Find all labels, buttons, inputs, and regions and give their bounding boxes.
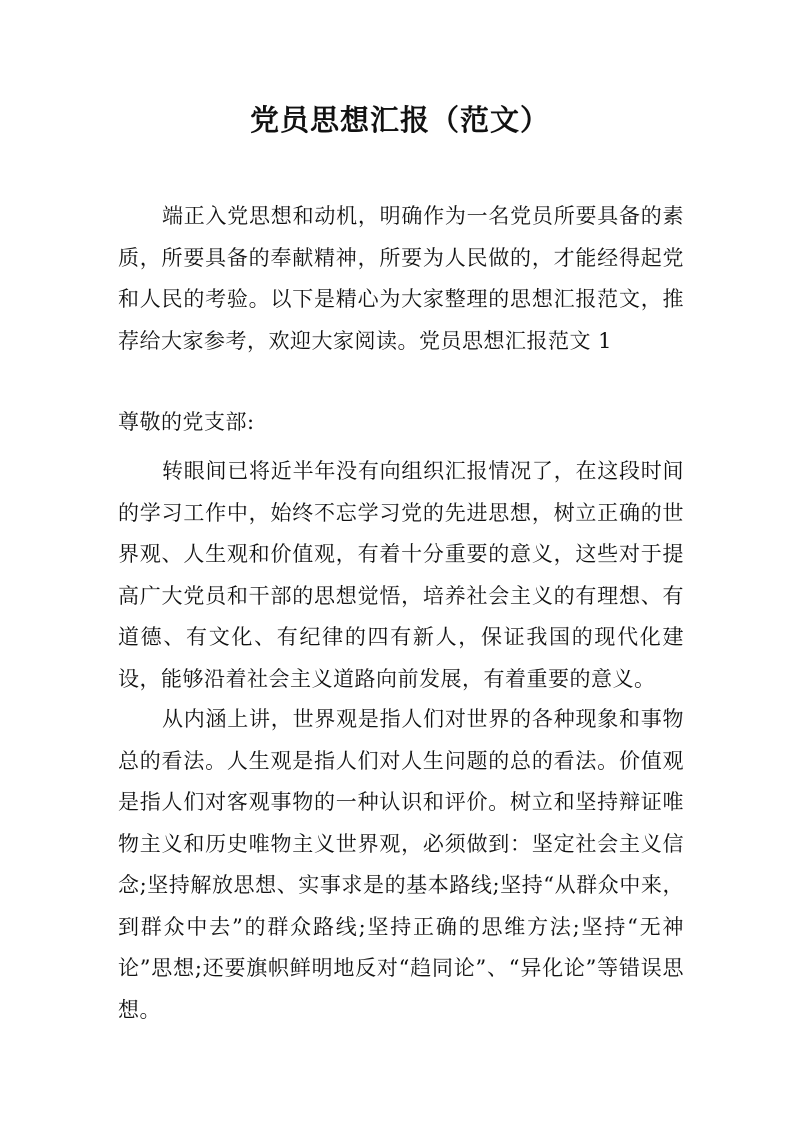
intro-paragraph: 端正入党思想和动机，明确作为一名党员所要具备的素质，所要具备的奉献精神，所要为人民做的，才能经得起党和人民的考验。以下是精心为大家整理的思想汇报范文，推荐给大家参考，欢迎大家阅读。党员思想汇报范文 1	[118, 204, 684, 353]
body-paragraph-2: 从内涵上讲，世界观是指人们对世界的各种现象和事物总的看法。人生观是指人们对人生问题的总的看法。价值观是指人们对客观事物的一种认识和评价。树立和坚持辩证唯物主义和历史唯物主义世界观，必须做到：坚定社会主义信念;坚持解放思想、实事求是的基本路线;坚持“从群众中来，到群众中去”的群众路线;坚持正确的思维方法;坚持“无神论”思想;还要旗帜鲜明地反对“趋同论”、“异化论”等错误思想。	[118, 707, 684, 1022]
document-title: 党员思想汇报（范文）	[249, 103, 550, 137]
body-paragraph-1: 转眼间已将近半年没有向组织汇报情况了，在这段时间的学习工作中，始终不忘学习党的先进思想，树立正确的世界观、人生观和价值观，有着十分重要的意义，这些对于提高广大党员和干部的思想觉悟，培养社会主义的有理想、有道德、有文化、有纪律的四有新人，保证我国的现代化建设，能够沿着社会主义道路向前发展，有着重要的意义。	[118, 459, 684, 691]
salutation: 尊敬的党支部:	[118, 410, 255, 434]
